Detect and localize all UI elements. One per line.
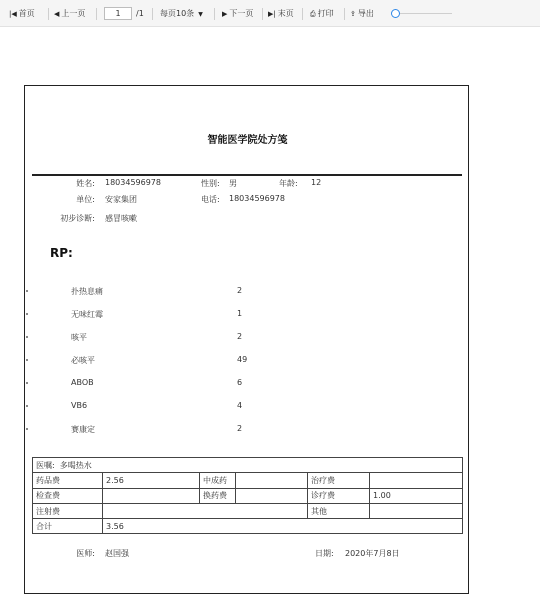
- name-label: 姓名:: [76, 179, 95, 188]
- injection-fee-value: [103, 503, 308, 518]
- table-row: [33, 488, 463, 503]
- toolbar-divider: [48, 8, 49, 20]
- next-page-icon: ▶: [222, 10, 228, 18]
- age-label: 年龄:: [279, 179, 298, 188]
- prev-page-label: 上一页: [61, 9, 86, 18]
- treatment-fee-value: [370, 473, 463, 488]
- medicine-name: 无味红霉: [71, 310, 103, 319]
- prescription-paper: [24, 85, 469, 594]
- fee-table: [32, 457, 463, 534]
- toolbar-divider: [302, 8, 303, 20]
- dressing-fee-label: 换药费: [200, 488, 236, 503]
- zoom-slider-thumb[interactable]: [391, 9, 400, 18]
- exam-fee-value: [103, 488, 200, 503]
- advice-text: 多喝热水: [59, 460, 92, 470]
- diagnosis: 感冒咳嗽: [105, 214, 137, 223]
- prescription-title: 智能医学院处方笺: [207, 135, 288, 146]
- page-size-dropdown[interactable]: [160, 8, 205, 20]
- row-marker: [26, 405, 28, 407]
- doctor-name: 赵国强: [105, 549, 129, 558]
- patient-name: 18034596978: [105, 178, 161, 187]
- report-toolbar: [0, 0, 540, 27]
- phone-label: 电话:: [201, 195, 220, 204]
- page-total: /1: [136, 9, 144, 18]
- row-marker: [26, 382, 28, 384]
- prev-page-button[interactable]: [54, 8, 85, 20]
- last-page-button[interactable]: [268, 8, 294, 20]
- printer-icon: ⎙: [310, 10, 316, 18]
- medicine-name: 咳平: [71, 333, 87, 342]
- doctor-label: 医师:: [76, 549, 95, 558]
- row-marker: [26, 313, 28, 315]
- prescription-date: 2020年7月8日: [345, 549, 400, 558]
- advice-row: [33, 458, 463, 473]
- prev-page-icon: ◀: [54, 10, 60, 18]
- last-page-label: 末页: [277, 9, 294, 18]
- patient-unit: 安家集团: [105, 195, 137, 204]
- row-marker: [26, 336, 28, 338]
- other-fee-value: [370, 503, 463, 518]
- other-fee-label: 其他: [308, 503, 370, 518]
- patient-gender: 男: [229, 179, 237, 188]
- row-marker: [26, 359, 28, 361]
- page-number-input[interactable]: [104, 7, 132, 20]
- total-label: 合计: [33, 519, 103, 534]
- print-label: 打印: [317, 9, 334, 18]
- exam-fee-label: 检查费: [33, 488, 103, 503]
- export-label: 导出: [357, 9, 374, 18]
- print-button[interactable]: [310, 8, 334, 20]
- tcm-fee-value: [236, 473, 308, 488]
- injection-fee-label: 注射费: [33, 503, 103, 518]
- toolbar-divider: [152, 8, 153, 20]
- medicine-qty: 2: [237, 424, 243, 433]
- toolbar-divider: [214, 8, 215, 20]
- row-marker: [26, 428, 28, 430]
- medicine-qty: 2: [237, 332, 243, 341]
- table-row: [33, 503, 463, 518]
- next-page-label: 下一页: [229, 9, 254, 18]
- tcm-fee-label: 中成药: [200, 473, 236, 488]
- medicine-name: 扑热息痛: [71, 287, 103, 296]
- first-page-button[interactable]: [9, 8, 35, 20]
- first-page-label: 首页: [18, 9, 35, 18]
- zoom-slider-track[interactable]: [398, 13, 452, 14]
- total-value: 3.56: [103, 519, 463, 534]
- page-size-label: 每页10条: [160, 9, 195, 18]
- medicine-qty: 6: [237, 378, 243, 387]
- diagnosis-label: 初步诊断:: [60, 214, 95, 223]
- unit-label: 单位:: [76, 195, 95, 204]
- date-label: 日期:: [315, 549, 334, 558]
- medicine-name: 赛康定: [71, 425, 95, 434]
- table-row: [33, 519, 463, 534]
- dressing-fee-value: [236, 488, 308, 503]
- gender-label: 性别:: [201, 179, 220, 188]
- rp-heading: RP:: [50, 246, 73, 260]
- export-icon: ⇪: [350, 10, 356, 18]
- treatment-fee-label: 治疗费: [308, 473, 370, 488]
- next-page-button[interactable]: [222, 8, 253, 20]
- medicine-qty: 1: [237, 309, 243, 318]
- advice-label: 医嘱:: [36, 460, 55, 470]
- last-page-icon: ▶|: [268, 10, 276, 18]
- consult-fee-label: 诊疗费: [308, 488, 370, 503]
- toolbar-divider: [96, 8, 97, 20]
- patient-phone: 18034596978: [229, 194, 285, 203]
- consult-fee-value: 1.00: [370, 488, 463, 503]
- advice-cell: [33, 458, 463, 473]
- row-marker: [26, 290, 28, 292]
- patient-age: 12: [311, 178, 322, 187]
- table-row: [33, 473, 463, 488]
- drug-fee-value: 2.56: [103, 473, 200, 488]
- toolbar-divider: [262, 8, 263, 20]
- medicine-name: 必咳平: [71, 356, 95, 365]
- toolbar-divider: [344, 8, 345, 20]
- medicine-qty: 2: [237, 286, 243, 295]
- medicine-qty: 4: [237, 401, 243, 410]
- export-button[interactable]: [350, 8, 374, 20]
- title-divider: [32, 174, 462, 176]
- medicine-qty: 49: [237, 355, 248, 364]
- drug-fee-label: 药品费: [33, 473, 103, 488]
- medicine-name: ABOB: [71, 378, 94, 387]
- first-page-icon: |◀: [9, 10, 17, 18]
- chevron-down-icon: ▼: [198, 11, 203, 18]
- medicine-name: VB6: [71, 401, 88, 410]
